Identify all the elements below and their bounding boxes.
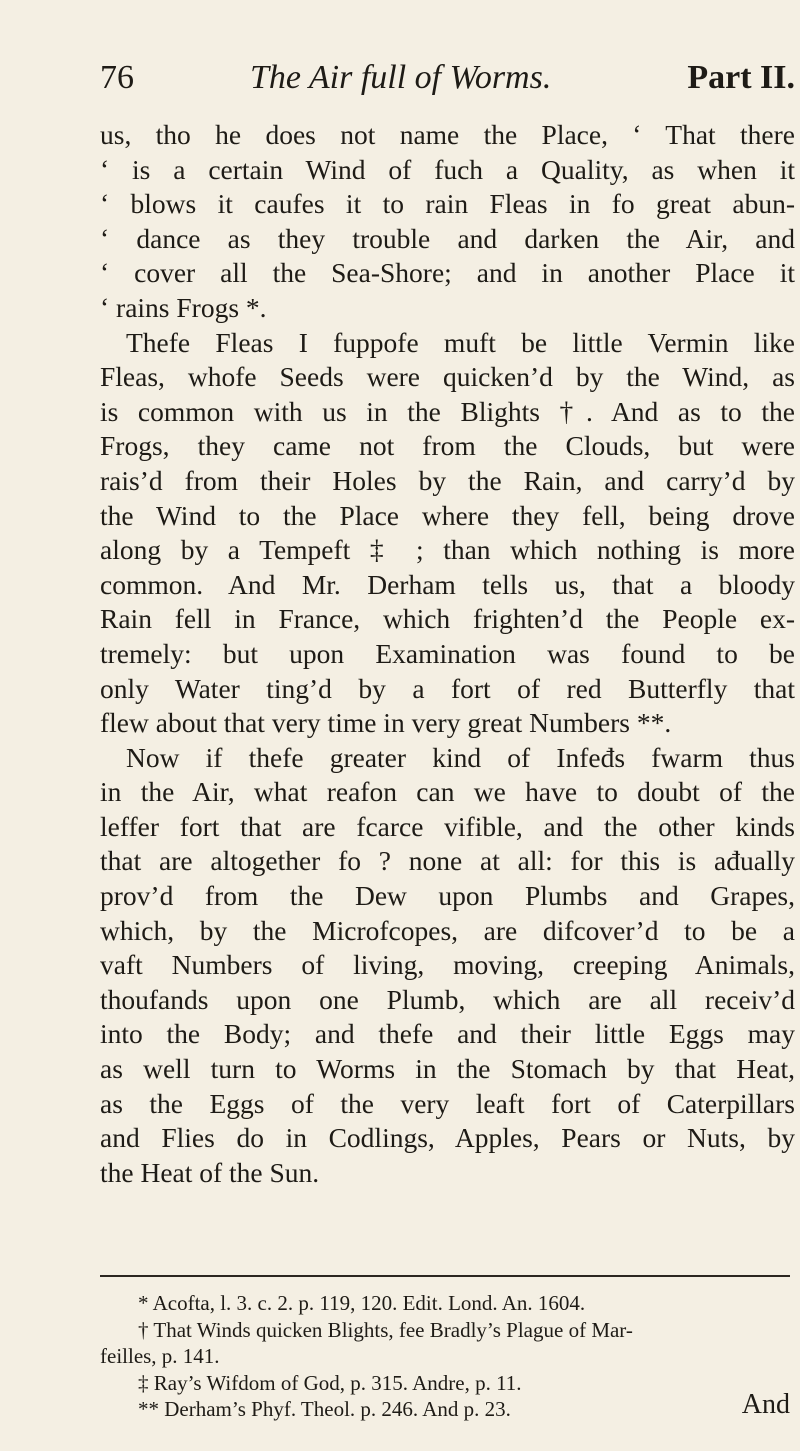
footnotes — [100, 1290, 795, 1423]
footnote: ** Derham’s Phyf. Theol. p. 246. And p. 23. — [138, 1397, 511, 1421]
text-line: rais’d from their Holes by the Rain, and carry’d by — [100, 464, 795, 496]
body-text — [100, 118, 795, 1190]
text-line: thoufands upon one Plumb, which are all receiv’d — [100, 983, 795, 1015]
text-line: Thefe Fleas I fuppofe muft be little Vermin like — [126, 326, 795, 358]
text-line: vaft Numbers of living, moving, creeping Animals, — [100, 949, 795, 981]
text-line: us, tho he does not name the Place, ‘ That there — [100, 119, 795, 150]
text-line: ‘ dance as they trouble and darken the Air, and — [100, 222, 795, 254]
text-line: the Heat of the Sun. — [100, 1156, 320, 1188]
footnote: ‡ Ray’s Wifdom of God, p. 315. Andre, p. 11. — [138, 1370, 522, 1395]
text-line: flew about that very time in very great Numbers **. — [100, 707, 672, 739]
text-line: leffer fort that are fcarce vifible, and the other kinds — [100, 810, 795, 842]
text-line: prov’d from the Dew upon Plumbs and Grapes, — [100, 880, 795, 912]
page-header — [100, 55, 795, 101]
text-line: into the Body; and thefe and their little Eggs may — [100, 1018, 795, 1050]
text-line: as well turn to Worms in the Stomach by that Heat, — [100, 1053, 795, 1085]
footnote: † That Winds quicken Blights, fee Bradly’s Plague of Mar- — [138, 1317, 633, 1342]
text-line: Rain fell in France, which frighten’d the People ex- — [100, 603, 795, 635]
text-line: only Water ting’d by a fort of red Butterfly that — [100, 672, 795, 704]
text-line: ‘ is a certain Wind of fuch a Quality, as when it — [100, 153, 795, 185]
part-label: Part II. — [687, 59, 795, 96]
text-line: as the Eggs of the very leaft fort of Caterpillars — [100, 1087, 795, 1119]
text-line: in the Air, what reafon can we have to doubt of the — [100, 776, 795, 808]
text-line: Now if thefe greater kind of Infeđs fwarm thus — [126, 741, 795, 773]
footnote-divider — [100, 1275, 790, 1277]
catchword: And — [741, 1389, 790, 1420]
text-line: and Flies do in Codlings, Apples, Pears or Nuts, by — [100, 1122, 795, 1154]
text-line: ‘ cover all the Sea-Shore; and in another Place it — [100, 257, 795, 289]
text-line: ‘ blows it caufes it to rain Fleas in fo great abun- — [100, 188, 795, 220]
page-number: 76 — [100, 59, 134, 96]
text-line: ‘ rains Frogs *. — [100, 291, 267, 323]
text-line: which, by the Microfcopes, are difcover’d to be a — [100, 914, 795, 946]
text-line: Fleas, whofe Seeds were quicken’d by the Wind, as — [100, 361, 795, 393]
footnote: * Acofta, l. 3. c. 2. p. 119, 120. Edit. Lond. An. 1604. — [138, 1291, 586, 1315]
running-title: The Air full of Worms. — [250, 59, 552, 96]
text-line: tremely: but upon Examination was found to be — [100, 637, 795, 669]
text-line: the Wind to the Place where they fell, being drove — [100, 499, 795, 531]
text-line: common. And Mr. Derham tells us, that a bloody — [100, 568, 795, 600]
footnote-continuation: feilles, p. 141. — [100, 1344, 220, 1368]
text-line: is common with us in the Blights †. And as to the — [100, 395, 795, 427]
text-line: along by a Tempeft ‡ ; than which nothing is more — [100, 534, 795, 566]
text-line: that are altogether fo ? none at all: for this is ađually — [100, 845, 795, 877]
text-line: Frogs, they came not from the Clouds, but were — [100, 430, 795, 462]
